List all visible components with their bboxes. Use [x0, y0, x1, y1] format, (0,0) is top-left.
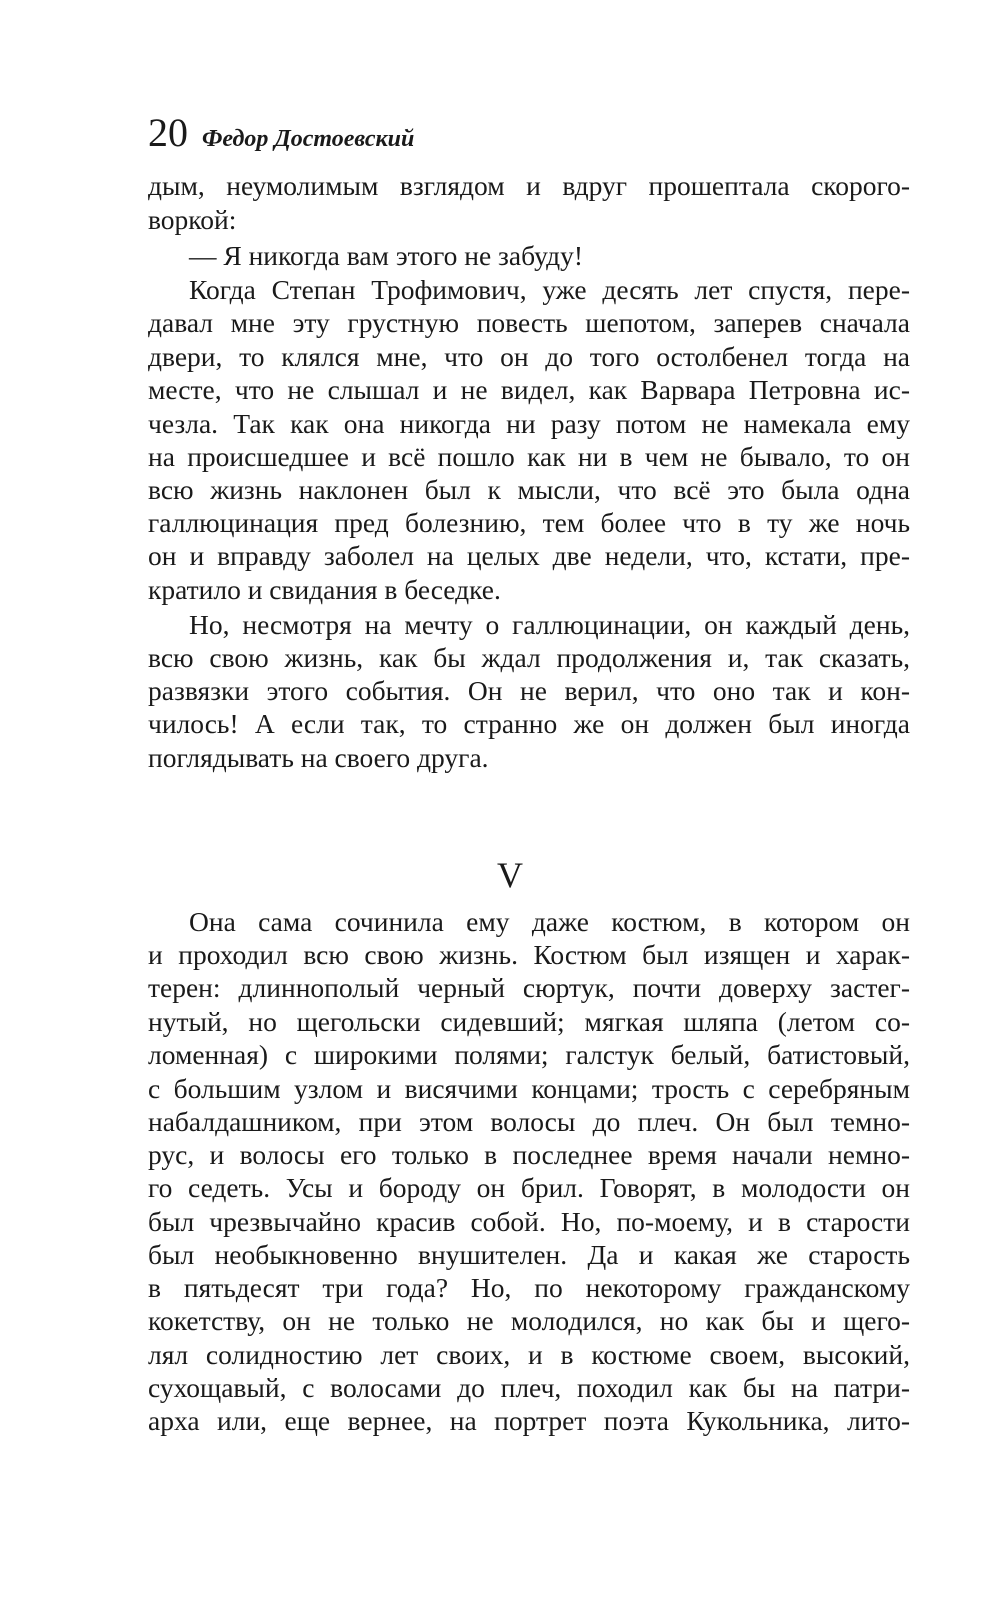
- text-line: — Я никогда вам этого не забуду!: [189, 240, 583, 271]
- text-line: всю свою жизнь, как бы ждал продолжения и, так сказать,: [148, 642, 910, 673]
- text-line: был чрезвычайно красив собой. Но, по-моему, и в старости: [148, 1206, 910, 1237]
- text-line: дым, неумолимым взглядом и вдруг прошептала скорого-: [148, 170, 910, 201]
- text-line: двери, то клялся мне, что он до того остолбенел тогда на: [148, 341, 910, 372]
- text-line: Она сама сочинила ему даже костюм, в котором он: [189, 906, 910, 937]
- text-line: арха или, еще вернее, на портрет поэта Кукольника, лито-: [148, 1405, 910, 1436]
- text-line: поглядывать на своего друга.: [148, 742, 489, 773]
- text-line: рус, и волосы его только в последнее время начали немно-: [148, 1139, 910, 1170]
- text-line: с большим узлом и висячими концами; трость с серебряным: [148, 1073, 910, 1104]
- text-line: сухощавый, с волосами до плеч, походил как бы на патри-: [148, 1372, 910, 1403]
- text-line: всю жизнь наклонен был к мысли, что всё это была одна: [148, 474, 910, 505]
- text-line: терен: длиннополый черный сюртук, почти доверху застег-: [148, 972, 910, 1003]
- page-header: [148, 108, 908, 158]
- text-line: кратило и свидания в беседке.: [148, 574, 501, 605]
- text-line: кокетству, он не только не молодился, но как бы и щего-: [148, 1305, 910, 1336]
- text-line: галлюцинация пред болезнию, тем более что в ту же ночь: [148, 507, 910, 538]
- text-line: лял солидностию лет своих, и в костюме своем, высокий,: [148, 1339, 910, 1370]
- text-line: месте, что не слышал и не видел, как Варвара Петровна ис-: [148, 374, 910, 405]
- text-line: воркой:: [148, 204, 237, 235]
- text-line: на происшедшее и всё пошло как ни в чем не бывало, то он: [148, 441, 910, 472]
- text-line: ломенная) с широкими полями; галстук белый, батистовый,: [148, 1039, 910, 1070]
- text-line: Когда Степан Трофимович, уже десять лет спустя, пере-: [189, 274, 910, 305]
- text-line: и проходил всю свою жизнь. Костюм был изящен и харак-: [148, 939, 910, 970]
- running-title: Федор Достоевский: [202, 126, 415, 152]
- text-line: был необыкновенно внушителен. Да и какая же старость: [148, 1239, 910, 1270]
- text-line: набалдашником, при этом волосы до плеч. Он был темно-: [148, 1106, 910, 1137]
- text-line: нутый, но щегольски сидевший; мягкая шляпа (летом со-: [148, 1006, 910, 1037]
- text-line: давал мне эту грустную повесть шепотом, заперев сначала: [148, 307, 910, 338]
- text-line: развязки этого события. Он не верил, что оно так и кон-: [148, 675, 910, 706]
- text-line: он и вправду заболел на целых две недели, что, кстати, пре-: [148, 540, 910, 571]
- text-line: в пятьдесят три года? Но, по некоторому гражданскому: [148, 1272, 910, 1303]
- text-line: Но, несмотря на мечту о галлюцинации, он каждый день,: [189, 609, 910, 640]
- text-line: го седеть. Усы и бороду он брил. Говорят, в молодости он: [148, 1172, 910, 1203]
- page-number: 20: [148, 110, 188, 155]
- text-line: чезла. Так как она никогда ни разу потом не намекала ему: [148, 408, 910, 439]
- chapter-heading: V: [497, 855, 523, 895]
- text-line: чилось! А если так, то странно же он должен был иногда: [148, 708, 910, 739]
